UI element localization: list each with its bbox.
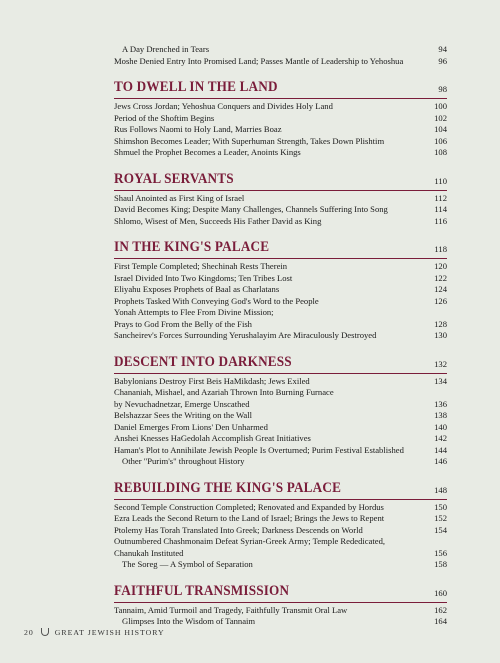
toc-entry-title: The Soreg — A Symbol of Separation — [122, 559, 253, 569]
toc-entry-title: Second Temple Construction Completed; Renovated and Expanded by Hordus — [114, 501, 384, 512]
toc-entry — [114, 502, 447, 514]
toc-entry-page: 162 — [434, 604, 447, 615]
toc-entry — [114, 296, 447, 308]
toc-entry — [114, 284, 447, 296]
toc-entry — [114, 387, 447, 410]
section-page: 132 — [434, 358, 447, 369]
toc-entry-page: 106 — [434, 135, 447, 146]
toc-entry — [114, 559, 447, 571]
toc-entry-title: Prophets Tasked With Conveying God's Word to the People — [114, 295, 319, 306]
toc-entry-page: 152 — [434, 513, 447, 523]
section-page: 118 — [434, 244, 447, 254]
toc-entry-page: 94 — [438, 44, 447, 54]
toc-entry — [114, 113, 447, 125]
toc-entry-page: 142 — [434, 433, 447, 443]
toc-entry-title: Belshazzar Sees the Writing on the Wall — [114, 410, 253, 420]
toc-entry-page: 108 — [434, 147, 447, 157]
toc-entry — [114, 193, 447, 205]
toc-entry — [114, 124, 447, 136]
section-heading — [114, 239, 447, 259]
toc-entry-page: 100 — [434, 101, 447, 111]
toc-entry-title: Shmuel the Prophet Becomes a Leader, Anoints Kings — [114, 147, 301, 157]
toc-entry-page: 150 — [434, 501, 447, 512]
toc-entry-title: Outnumbered Chashmonaim Defeat Syrian-Greek Army; Temple Rededicated, Chanukah Instituted — [114, 536, 386, 558]
toc-entry-page: 114 — [434, 204, 447, 214]
toc-entry-title: Period of the Shoftim Begins — [114, 112, 215, 123]
toc-entry — [114, 616, 447, 628]
toc-entry-title: Other "Purim's" throughout History — [122, 456, 245, 466]
toc-entry-title: Shimshon Becomes Leader; With Superhuman Strength, Takes Down Plishtim — [114, 135, 385, 146]
cup-icon — [40, 628, 49, 637]
toc-entry-page: 112 — [434, 192, 447, 203]
toc-entry-title: Ptolemy Has Torah Translated Into Greek; Darkness Descends on World — [114, 524, 363, 535]
toc-entry-page: 104 — [434, 124, 447, 134]
toc-entry-title: Haman's Plot to Annihilate Jewish People Is Overturned; Purim Festival Established — [114, 444, 404, 455]
toc-entry-title: David Becomes King; Despite Many Challenges, Channels Suffering Into Song — [114, 204, 388, 214]
toc-entry-title: A Day Drenched in Tears — [122, 44, 210, 54]
toc-entry-page: 134 — [434, 375, 447, 386]
section-heading — [114, 354, 447, 374]
toc-entry-page: 126 — [434, 295, 447, 306]
toc-entry-title: Sancheirev's Forces Surrounding Yerushalayim Are Miraculously Destroyed — [114, 330, 377, 340]
toc-entry-page: 130 — [434, 330, 447, 340]
toc-entry-title: Anshei Knesses HaGedolah Accomplish Great Initiatives — [114, 433, 311, 443]
section-page: 160 — [434, 587, 447, 598]
toc-entry-page: 124 — [434, 284, 447, 294]
toc-entry-page: 156 — [434, 547, 447, 558]
footer-book-title: GREAT JEWISH HISTORY — [54, 628, 165, 637]
table-of-contents — [114, 44, 447, 628]
toc-entry-title: Eliyahu Exposes Prophets of Baal as Charlatans — [114, 284, 280, 294]
toc-entry — [114, 525, 447, 537]
toc-entry-title: Babylonians Destroy First Beis HaMikdash; Jews Exiled — [114, 375, 310, 386]
toc-entry-title: Shlomo, Wisest of Men, Succeeds His Father David as King — [114, 215, 322, 226]
toc-entry — [114, 605, 447, 617]
toc-entry-page: 120 — [434, 261, 447, 271]
toc-entry-page: 164 — [434, 616, 447, 626]
toc-entry — [114, 147, 447, 159]
toc-entry-title: Yonah Attempts to Flee From Divine Mission; Prays to God From the Belly of the Fish — [114, 307, 274, 329]
toc-entry-title: Jews Cross Jordan; Yehoshua Conquers and Divides Holy Land — [114, 101, 333, 111]
section-heading — [114, 79, 447, 99]
section-title: TO DWELL IN THE LAND — [114, 79, 278, 95]
toc-entry — [114, 273, 447, 285]
toc-entry-title: Glimpses Into the Wisdom of Tannaim — [122, 616, 256, 626]
toc-entry — [114, 422, 447, 434]
toc-entry — [114, 376, 447, 388]
section-title: FAITHFUL TRANSMISSION — [114, 582, 290, 599]
toc-entry-page: 140 — [434, 421, 447, 432]
toc-entry-page: 128 — [434, 318, 447, 329]
toc-entry-title: Daniel Emerges From Lions' Den Unharmed — [114, 421, 268, 432]
toc-entry-page: 144 — [434, 444, 447, 455]
toc-entry — [114, 44, 447, 56]
section-title: IN THE KING'S PALACE — [114, 239, 270, 255]
toc-entry-title: Rus Follows Naomi to Holy Land, Marries Boaz — [114, 124, 282, 134]
toc-entry-title: Israel Divided Into Two Kingdoms; Ten Tribes Lost — [114, 272, 293, 283]
section-page: 110 — [434, 175, 447, 186]
section-title: REBUILDING THE KING'S PALACE — [114, 479, 342, 496]
toc-entry-page: 154 — [434, 524, 447, 535]
footer-page-number: 20 — [24, 628, 34, 637]
toc-entry-page: 136 — [434, 398, 447, 409]
section-page: 98 — [438, 84, 447, 94]
page-footer — [24, 628, 165, 637]
toc-entry-page: 96 — [438, 55, 447, 66]
toc-entry-title: Ezra Leads the Second Return to the Land of Israel; Brings the Jews to Repent — [114, 513, 385, 523]
toc-entry-title: Chananiah, Mishael, and Azariah Thrown Into Burning Furnace by Nevuchadnetzar, Emerge Unscathed — [114, 387, 334, 409]
section-title: ROYAL SERVANTS — [114, 170, 234, 187]
toc-entry — [114, 56, 447, 68]
toc-entry — [114, 204, 447, 216]
toc-entry-title: Tannaim, Amid Turmoil and Tragedy, Faithfully Transmit Oral Law — [114, 604, 348, 615]
toc-entry-title: First Temple Completed; Shechinah Rests Therein — [114, 261, 288, 271]
toc-entry-title: Moshe Denied Entry Into Promised Land; Passes Mantle of Leadership to Yehoshua — [114, 55, 404, 66]
toc-entry — [114, 330, 447, 342]
toc-entry — [114, 536, 447, 559]
toc-entry-title: Shaul Anointed as First King of Israel — [114, 192, 245, 203]
section-page: 148 — [434, 484, 447, 495]
toc-entry — [114, 216, 447, 228]
toc-entry — [114, 456, 447, 468]
section-heading — [114, 171, 447, 191]
toc-entry — [114, 261, 447, 273]
section-title: DESCENT INTO DARKNESS — [114, 353, 292, 370]
section-heading — [114, 480, 447, 500]
toc-entry-page: 158 — [434, 559, 447, 569]
toc-entry — [114, 433, 447, 445]
section-heading — [114, 583, 447, 603]
toc-entry — [114, 136, 447, 148]
toc-entry — [114, 513, 447, 525]
toc-entry-page: 122 — [434, 272, 447, 283]
toc-entry-page: 102 — [434, 112, 447, 123]
toc-entry — [114, 101, 447, 113]
toc-entry-page: 146 — [434, 456, 447, 466]
toc-entry — [114, 307, 447, 330]
toc-entry — [114, 410, 447, 422]
toc-entry — [114, 445, 447, 457]
toc-entry-page: 138 — [434, 410, 447, 420]
toc-entry-page: 116 — [434, 215, 447, 226]
